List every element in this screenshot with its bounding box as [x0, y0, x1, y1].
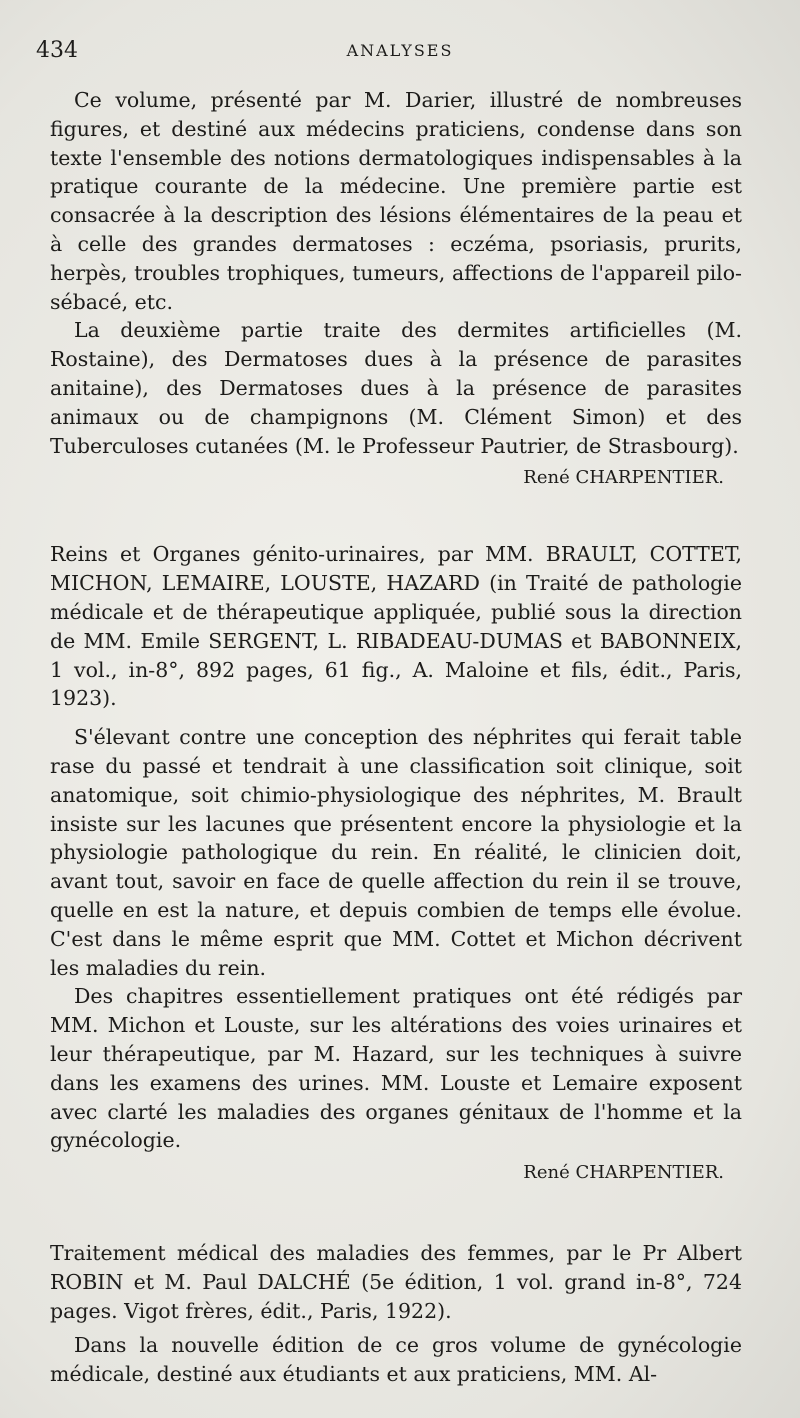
page-number: 434 [36, 38, 78, 63]
running-head: ANALYSES [346, 41, 454, 60]
page-content [50, 86, 742, 1389]
review2-signature: René CHARPENTIER. [523, 1162, 724, 1184]
review1-paragraph-2: La deuxième partie traite des dermites artificielles (M. Rostaine), des Dermatoses dues à la présence de parasites anitaine), des Dermatoses dues à la présence de parasites animaux ou de champignons (M. Clément Simon) et des Tuberculoses cutanées (M. le Professeur Pautrier, de Strasbourg). [50, 318, 742, 458]
review3-paragraph-1: Dans la nouvelle édition de ce gros volume de gynécologie médicale, destiné aux étudiants et aux praticiens, MM. Al- [50, 1333, 742, 1387]
review1-paragraph-1: Ce volume, présenté par M. Darier, illustré de nombreuses figures, et destiné aux médecins praticiens, condense dans son texte l'ensemble des notions dermatologiques indispensables à la pratique courante de la médecine. Une première partie est consacrée à la description des lésions élémentaires de la peau et à celle des grandes dermatoses : eczéma, psoriasis, prurits, herpès, troubles trophiques, tumeurs, affections de l'appareil pilo-sébacé, etc. [50, 88, 742, 314]
page-header [36, 38, 764, 68]
review1-signature: René CHARPENTIER. [523, 467, 724, 489]
review2-paragraph-1: S'élevant contre une conception des néphrites qui ferait table rase du passé et tendrait à une classification soit clinique, soit anatomique, soit chimio-physiologique des néphrites, M. Brault insiste sur les lacunes que présentent encore la physiologie et la physiologie pathologique du rein. En réalité, le clinicien doit, avant tout, savoir en face de quelle affection du rein il se trouve, quelle en est la nature, et depuis combien de temps elle évolue. C'est dans le même esprit que MM. Cottet et Michon décrivent les maladies du rein. [50, 725, 742, 980]
review3-title: Traitement médical des maladies des femmes, par le Pr Albert ROBIN et M. Paul DALCHÉ (5e édition, 1 vol. grand in-8°, 724 pages. Vigot frères, édit., Paris, 1922). [50, 1241, 742, 1323]
review2-title: Reins et Organes génito-urinaires, par MM. BRAULT, COTTET, MICHON, LEMAIRE, LOUSTE, HAZARD (in Traité de pathologie médicale et de thérapeutique appliquée, publié sous la direction de MM. Emile SERGENT, L. RIBADEAU-DUMAS et BABONNEIX, 1 vol., in-8°, 892 pages, 61 fig., A. Maloine et fils, édit., Paris, 1923). [50, 542, 742, 711]
review2-paragraph-2: Des chapitres essentiellement pratiques ont été rédigés par MM. Michon et Louste, sur les altérations des voies urinaires et leur thérapeutique, par M. Hazard, sur les techniques à suivre dans les examens des urines. MM. Louste et Lemaire exposent avec clarté les maladies des organes génitaux de l'homme et la gynécologie. [50, 984, 742, 1153]
